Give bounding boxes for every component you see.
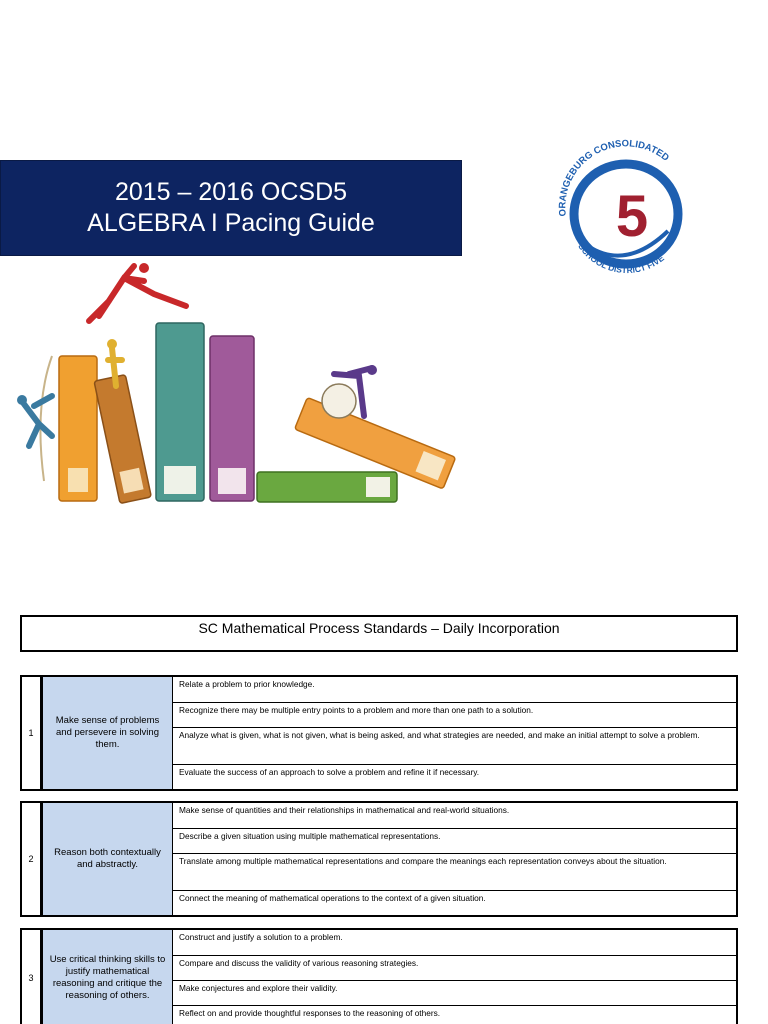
logo-top-text: ORANGEBURG CONSOLIDATED: [557, 138, 672, 217]
books-climbers-illustration: [4, 256, 464, 508]
practice-block-1: [20, 675, 738, 791]
title-line-1: 2015 – 2016 OCSD5: [114, 178, 348, 206]
practice-item: Compare and discuss the validity of various reasoning strategies.: [173, 956, 736, 981]
district-logo: [548, 136, 703, 284]
practice-items: [173, 803, 736, 915]
practice-item: Translate among multiple mathematical representations and compare the meanings each representation conveys about the situation.: [173, 854, 736, 891]
practice-item: Construct and justify a solution to a problem.: [173, 930, 736, 956]
logo-bottom-text: SCHOOL DISTRICT FIVE: [576, 241, 667, 276]
practice-item: Describe a given situation using multiple mathematical representations.: [173, 829, 736, 854]
practice-item: Reflect on and provide thoughtful responses to the reasoning of others.: [179, 1008, 441, 1018]
practice-number: 1: [22, 677, 43, 789]
title-banner: [0, 160, 462, 256]
practice-block-2: [20, 801, 738, 917]
standards-header: SC Mathematical Process Standards – Daily Incorporation: [20, 615, 738, 652]
practice-topic: Use critical thinking skills to justify mathematical reasoning and critique the reasoning of others.: [43, 930, 173, 1024]
practice-item: Relate a problem to prior knowledge.: [173, 677, 736, 703]
practice-topic: Make sense of problems and persevere in solving them.: [43, 677, 173, 789]
practice-item: Make sense of quantities and their relationships in mathematical and real-world situations.: [173, 803, 736, 829]
practice-item: Analyze what is given, what is not given, what is being asked, and what strategies are needed, and make an initial attempt to solve a problem.: [173, 728, 736, 765]
practice-item: Connect the meaning of mathematical operations to the context of a given situation.: [179, 893, 486, 903]
practice-number: 3: [22, 930, 43, 1024]
practice-item: Evaluate the success of an approach to solve a problem and refine it if necessary.: [179, 767, 480, 777]
logo-numeral: 5: [615, 184, 649, 249]
practice-item: Recognize there may be multiple entry points to a problem and more than one path to a solution.: [173, 703, 736, 728]
title-line-2: ALGEBRA I Pacing Guide: [87, 209, 375, 237]
practice-number: 2: [22, 803, 43, 915]
practice-item: Make conjectures and explore their validity.: [173, 981, 736, 1006]
practice-topic: Reason both contextually and abstractly.: [43, 803, 173, 915]
practice-block-3: [20, 928, 738, 1024]
practice-items: [173, 930, 736, 1024]
practice-items: [173, 677, 736, 789]
